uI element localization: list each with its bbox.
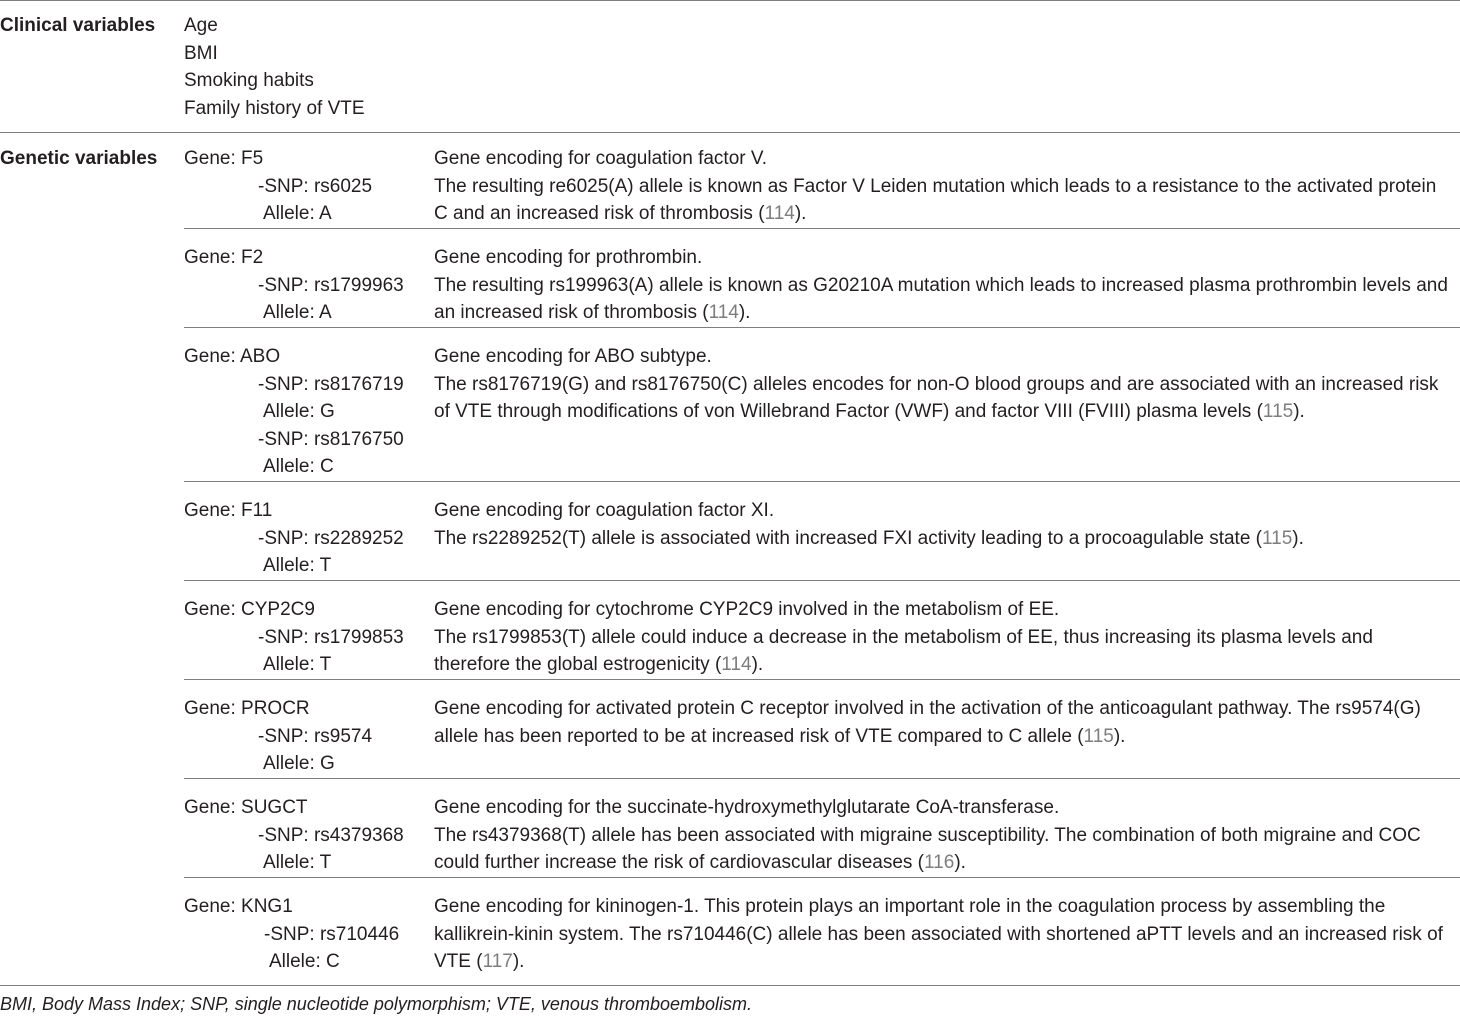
description-text-end: ).	[1293, 401, 1305, 422]
snp-id: -SNP: rs4379368	[258, 824, 404, 846]
gene-name: Gene: PROCR	[184, 698, 310, 719]
gene-info	[184, 343, 424, 481]
gene-info	[184, 596, 424, 679]
gene-info	[184, 695, 424, 778]
clinical-variables-section	[0, 12, 1460, 132]
section-divider	[0, 132, 1460, 133]
description-text-end: ).	[954, 852, 966, 873]
allele: Allele: G	[263, 753, 335, 774]
description-heading: Gene encoding for the succinate-hydroxymethylglutarate CoA-transferase.	[434, 797, 1060, 818]
description-body	[434, 173, 1454, 228]
gene-info	[184, 794, 424, 877]
description-heading: Gene encoding for cytochrome CYP2C9 involved in the metabolism of EE.	[434, 599, 1060, 620]
allele: Allele: C	[269, 951, 340, 972]
description-body	[434, 893, 1454, 976]
description-text: The resulting re6025(A) allele is known as Factor V Leiden mutation which leads to a resistance to the activated protein C and an increased risk of thrombosis (	[434, 175, 1437, 224]
row-divider	[184, 778, 1460, 779]
snp-id: -SNP: rs8176719	[258, 373, 404, 395]
description-text-end: ).	[738, 302, 751, 323]
clinical-item-age: Age	[184, 15, 218, 36]
description-text-end: ).	[794, 203, 807, 224]
gene-name: Gene: CYP2C9	[184, 599, 315, 620]
description-text-end: ).	[512, 951, 525, 972]
clinical-variables-list	[184, 12, 365, 122]
gene-description	[434, 596, 1454, 679]
snp-id: -SNP: rs710446	[264, 923, 400, 945]
reference-link[interactable]: 115	[1262, 401, 1294, 422]
table-footnote: BMI, Body Mass Index; SNP, single nucleotide polymorphism; VTE, venous thromboembolism.	[0, 994, 753, 1014]
gene-name: Gene: F5	[184, 148, 264, 169]
allele: Allele: T	[263, 654, 332, 675]
reference-link[interactable]: 116	[924, 852, 955, 873]
snp-id: -SNP: rs1799963	[258, 274, 404, 296]
snp-id: -SNP: rs1799853	[258, 626, 404, 648]
description-body	[434, 695, 1454, 750]
description-text: Gene encoding for activated protein C receptor involved in the activation of the anticoagulant pathway. The rs9574(G) allele has been reported to be at increased risk of VTE compared to C allele (	[434, 698, 1421, 747]
description-heading: Gene encoding for ABO subtype.	[434, 346, 712, 367]
description-body	[434, 525, 1454, 553]
gene-description	[434, 893, 1454, 976]
row-divider	[184, 228, 1460, 229]
description-heading: Gene encoding for coagulation factor V.	[434, 148, 768, 169]
table-bottom-rule	[0, 985, 1460, 986]
allele: Allele: C	[263, 456, 334, 477]
gene-name: Gene: KNG1	[184, 896, 293, 917]
clinical-variables-title: Clinical variables	[0, 15, 156, 36]
description-text-end: ).	[751, 654, 764, 675]
description-text: The resulting rs199963(A) allele is known as G20210A mutation which leads to increased plasma prothrombin levels and an increased risk of thrombosis (	[434, 274, 1448, 323]
row-divider	[184, 327, 1460, 328]
snp-id: -SNP: rs8176750	[258, 428, 404, 450]
gene-description	[434, 343, 1454, 426]
gene-info	[184, 244, 424, 327]
description-text: The rs4379368(T) allele has been associated with migraine susceptibility. The combination of both migraine and COC could further increase the risk of cardiovascular diseases (	[434, 824, 1421, 873]
row-divider	[184, 877, 1460, 878]
description-text-end: ).	[1113, 725, 1126, 747]
row-divider	[184, 679, 1460, 680]
gene-info	[184, 893, 424, 976]
snp-id: -SNP: rs6025	[258, 175, 373, 197]
gene-name: Gene: ABO	[184, 346, 281, 367]
allele: Allele: T	[263, 555, 332, 576]
gene-name: Gene: F11	[184, 500, 273, 521]
description-body	[434, 624, 1454, 679]
description-text: The rs2289252(T) allele is associated with increased FXI activity leading to a procoagulable state (	[434, 527, 1262, 549]
gene-name: Gene: SUGCT	[184, 797, 308, 818]
description-text: The rs8176719(G) and rs8176750(C) alleles encodes for non-O blood groups and are associated with an increased risk of VTE through modifications of von Willebrand Factor (VWF) and factor VIII (FVIII) plasma levels (	[434, 373, 1439, 422]
gene-description	[434, 244, 1454, 327]
table-top-rule	[0, 0, 1460, 1]
description-heading: Gene encoding for prothrombin.	[434, 247, 703, 268]
description-heading: Gene encoding for coagulation factor XI.	[434, 500, 775, 521]
description-body	[434, 822, 1454, 877]
clinical-item-smoking: Smoking habits	[184, 70, 314, 91]
genetic-variables-title: Genetic variables	[0, 148, 158, 169]
allele: Allele: A	[263, 203, 332, 224]
description-text-end: ).	[1292, 527, 1304, 549]
allele: Allele: T	[263, 852, 332, 873]
gene-description	[434, 145, 1454, 228]
allele: Allele: G	[263, 401, 335, 422]
allele: Allele: A	[263, 302, 332, 323]
gene-info	[184, 497, 424, 580]
gene-description	[434, 497, 1454, 552]
description-body	[434, 272, 1454, 327]
row-divider	[184, 481, 1460, 482]
gene-name: Gene: F2	[184, 247, 264, 268]
gene-info	[184, 145, 424, 228]
reference-link[interactable]: 114	[721, 654, 752, 675]
reference-link[interactable]: 114	[764, 203, 795, 224]
reference-link[interactable]: 114	[708, 302, 739, 323]
gene-description	[434, 794, 1454, 877]
snp-id: -SNP: rs9574	[258, 725, 373, 747]
reference-link[interactable]: 115	[1262, 527, 1293, 549]
description-body	[434, 371, 1454, 426]
gene-description	[434, 695, 1454, 750]
row-divider	[184, 580, 1460, 581]
description-text: Gene encoding for kininogen-1. This protein plays an important role in the coagulation process by assembling the kallikrein-kinin system. The rs710446(C) allele has been associated with shortened aPTT levels and an increased risk of VTE (	[434, 896, 1443, 972]
clinical-item-bmi: BMI	[184, 42, 218, 64]
clinical-item-family-history: Family history of VTE	[184, 97, 365, 119]
reference-link[interactable]: 115	[1083, 725, 1114, 747]
reference-link[interactable]: 117	[482, 951, 513, 972]
description-text: The rs1799853(T) allele could induce a decrease in the metabolism of EE, thus increasing its plasma levels and therefore the global estrogenicity (	[434, 626, 1373, 675]
snp-id: -SNP: rs2289252	[258, 527, 404, 549]
